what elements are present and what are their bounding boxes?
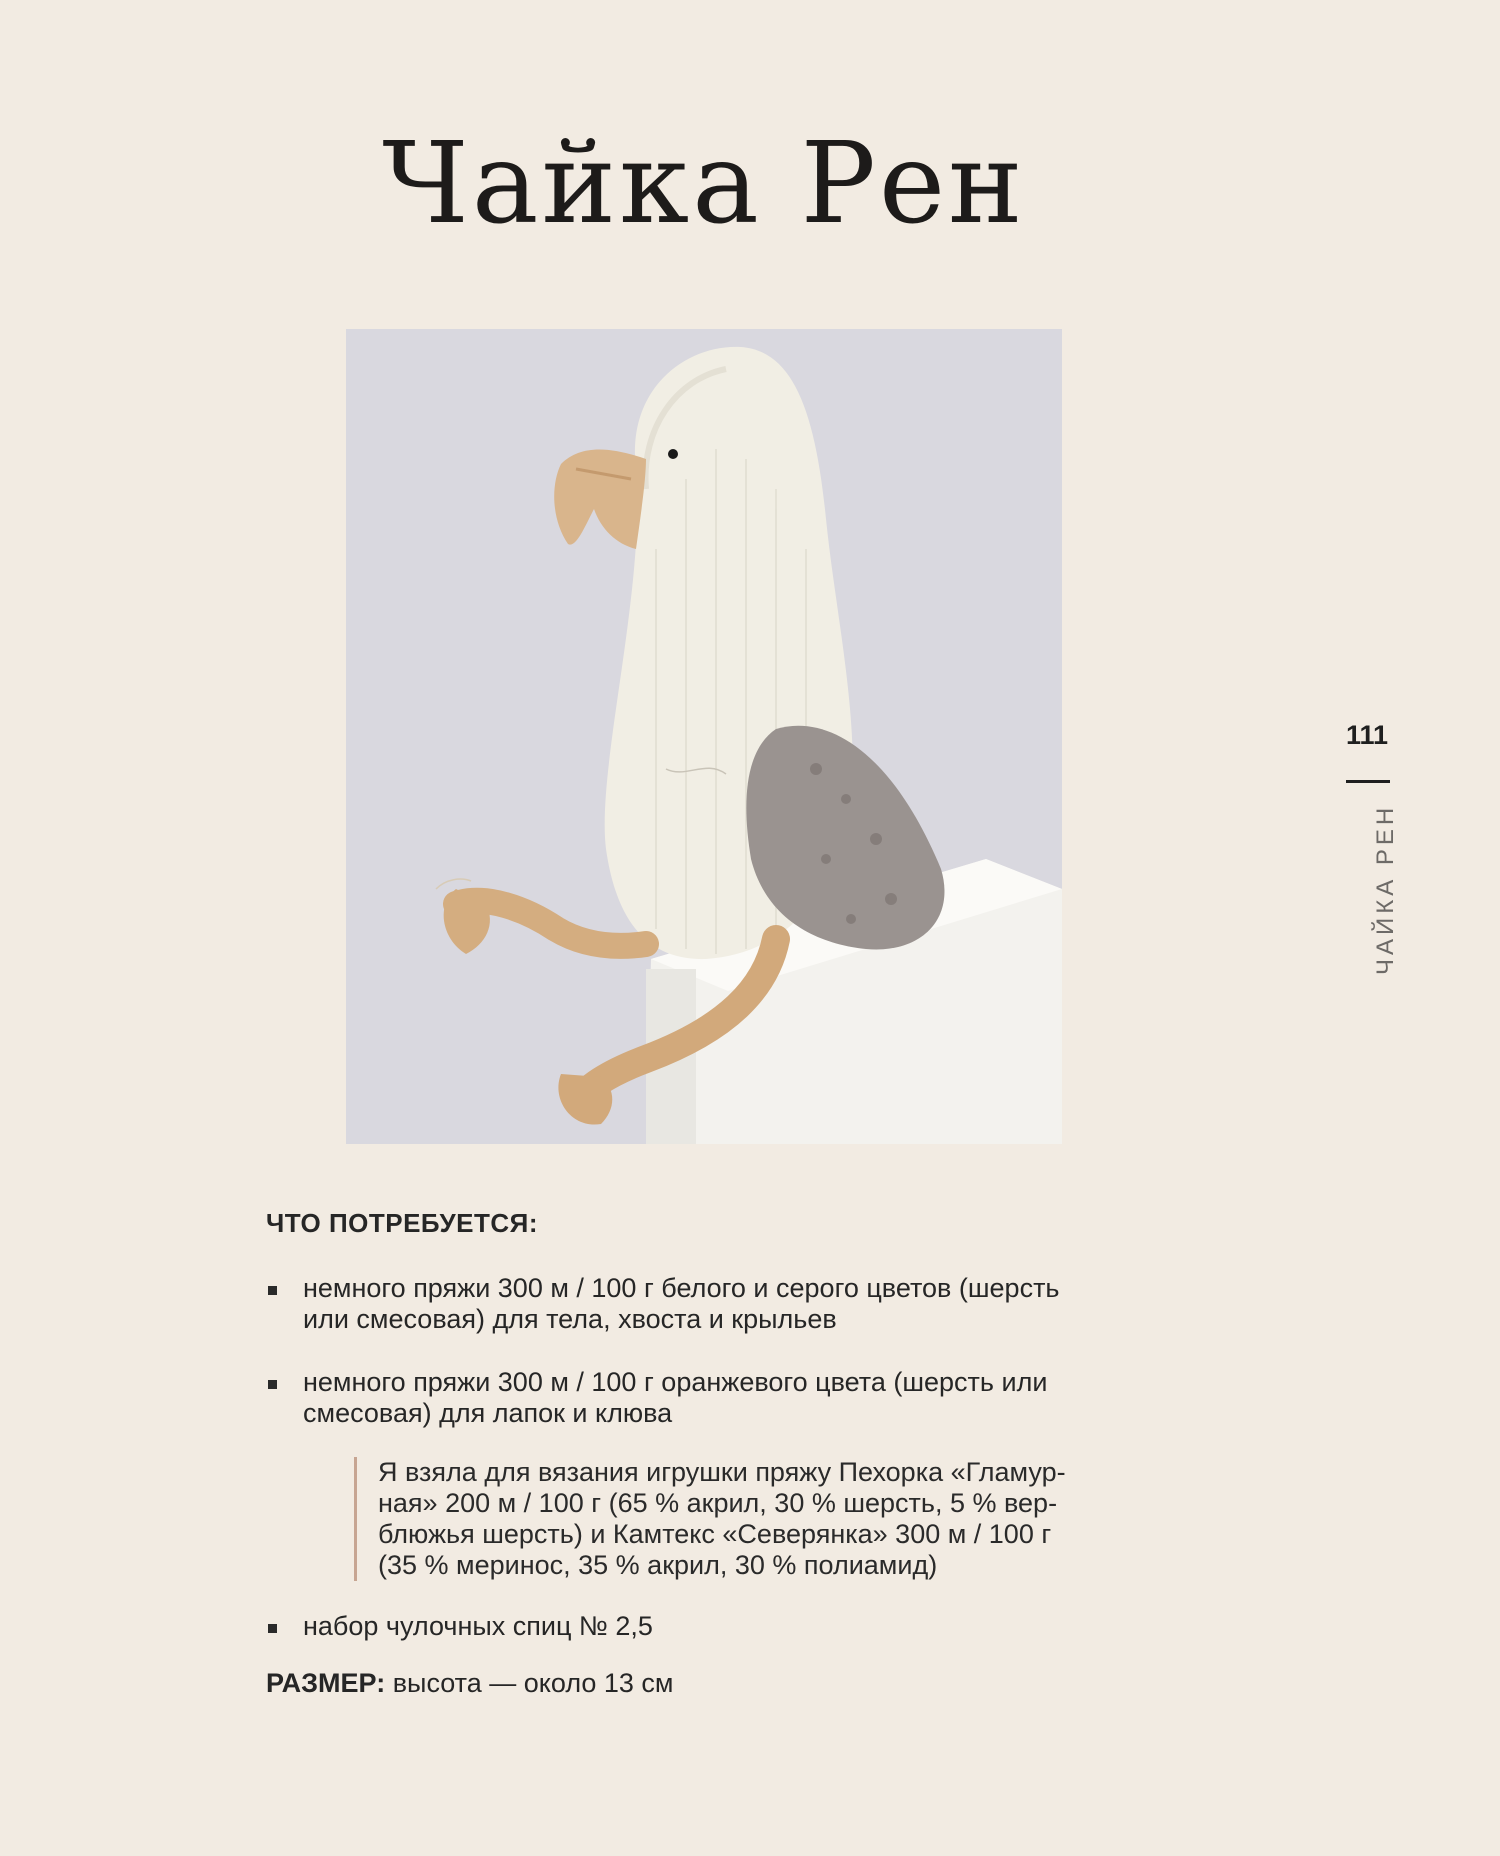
size-line bbox=[266, 1668, 1166, 1699]
list-item-line: или смесовая) для тела, хвоста и крыльев bbox=[303, 1304, 837, 1334]
materials-list-continued bbox=[266, 1611, 1166, 1642]
size-label: РАЗМЕР: bbox=[266, 1668, 386, 1698]
size-value: высота — около 13 см bbox=[385, 1668, 674, 1698]
knitted-seagull-photo bbox=[346, 329, 1062, 1144]
list-item-line: набор чулочных спиц № 2,5 bbox=[303, 1611, 653, 1641]
list-item-line: смесовая) для лапок и клюва bbox=[303, 1398, 673, 1428]
materials-list bbox=[266, 1273, 1166, 1429]
page-number-divider bbox=[1346, 780, 1390, 783]
list-item-line: немного пряжи 300 м / 100 г оранжевого цвета (шерсть или bbox=[303, 1367, 1048, 1397]
list-item-line: немного пряжи 300 м / 100 г белого и серого цветов (шерсть bbox=[303, 1273, 1060, 1303]
list-item bbox=[266, 1367, 1166, 1429]
note-line: Я взяла для вязания игрушки пряжу Пехорка «Гламур- bbox=[378, 1457, 1066, 1487]
page-title: Чайка Рен bbox=[382, 119, 1026, 249]
running-header: ЧАЙКА РЕН bbox=[1372, 803, 1399, 975]
page-number: 111 bbox=[1345, 720, 1389, 750]
materials-section bbox=[266, 1208, 1166, 1699]
list-item bbox=[266, 1273, 1166, 1335]
note-line: ная» 200 м / 100 г (65 % акрил, 30 % шерсть, 5 % вер- bbox=[378, 1488, 1058, 1518]
materials-heading: ЧТО ПОТРЕБУЕТСЯ: bbox=[266, 1208, 538, 1238]
note-line: (35 % меринос, 35 % акрил, 30 % полиамид) bbox=[378, 1550, 938, 1580]
author-note bbox=[354, 1457, 1166, 1581]
list-item bbox=[266, 1611, 1166, 1642]
note-line: блюжья шерсть) и Камтекс «Северянка» 300 м / 100 г bbox=[378, 1519, 1052, 1549]
